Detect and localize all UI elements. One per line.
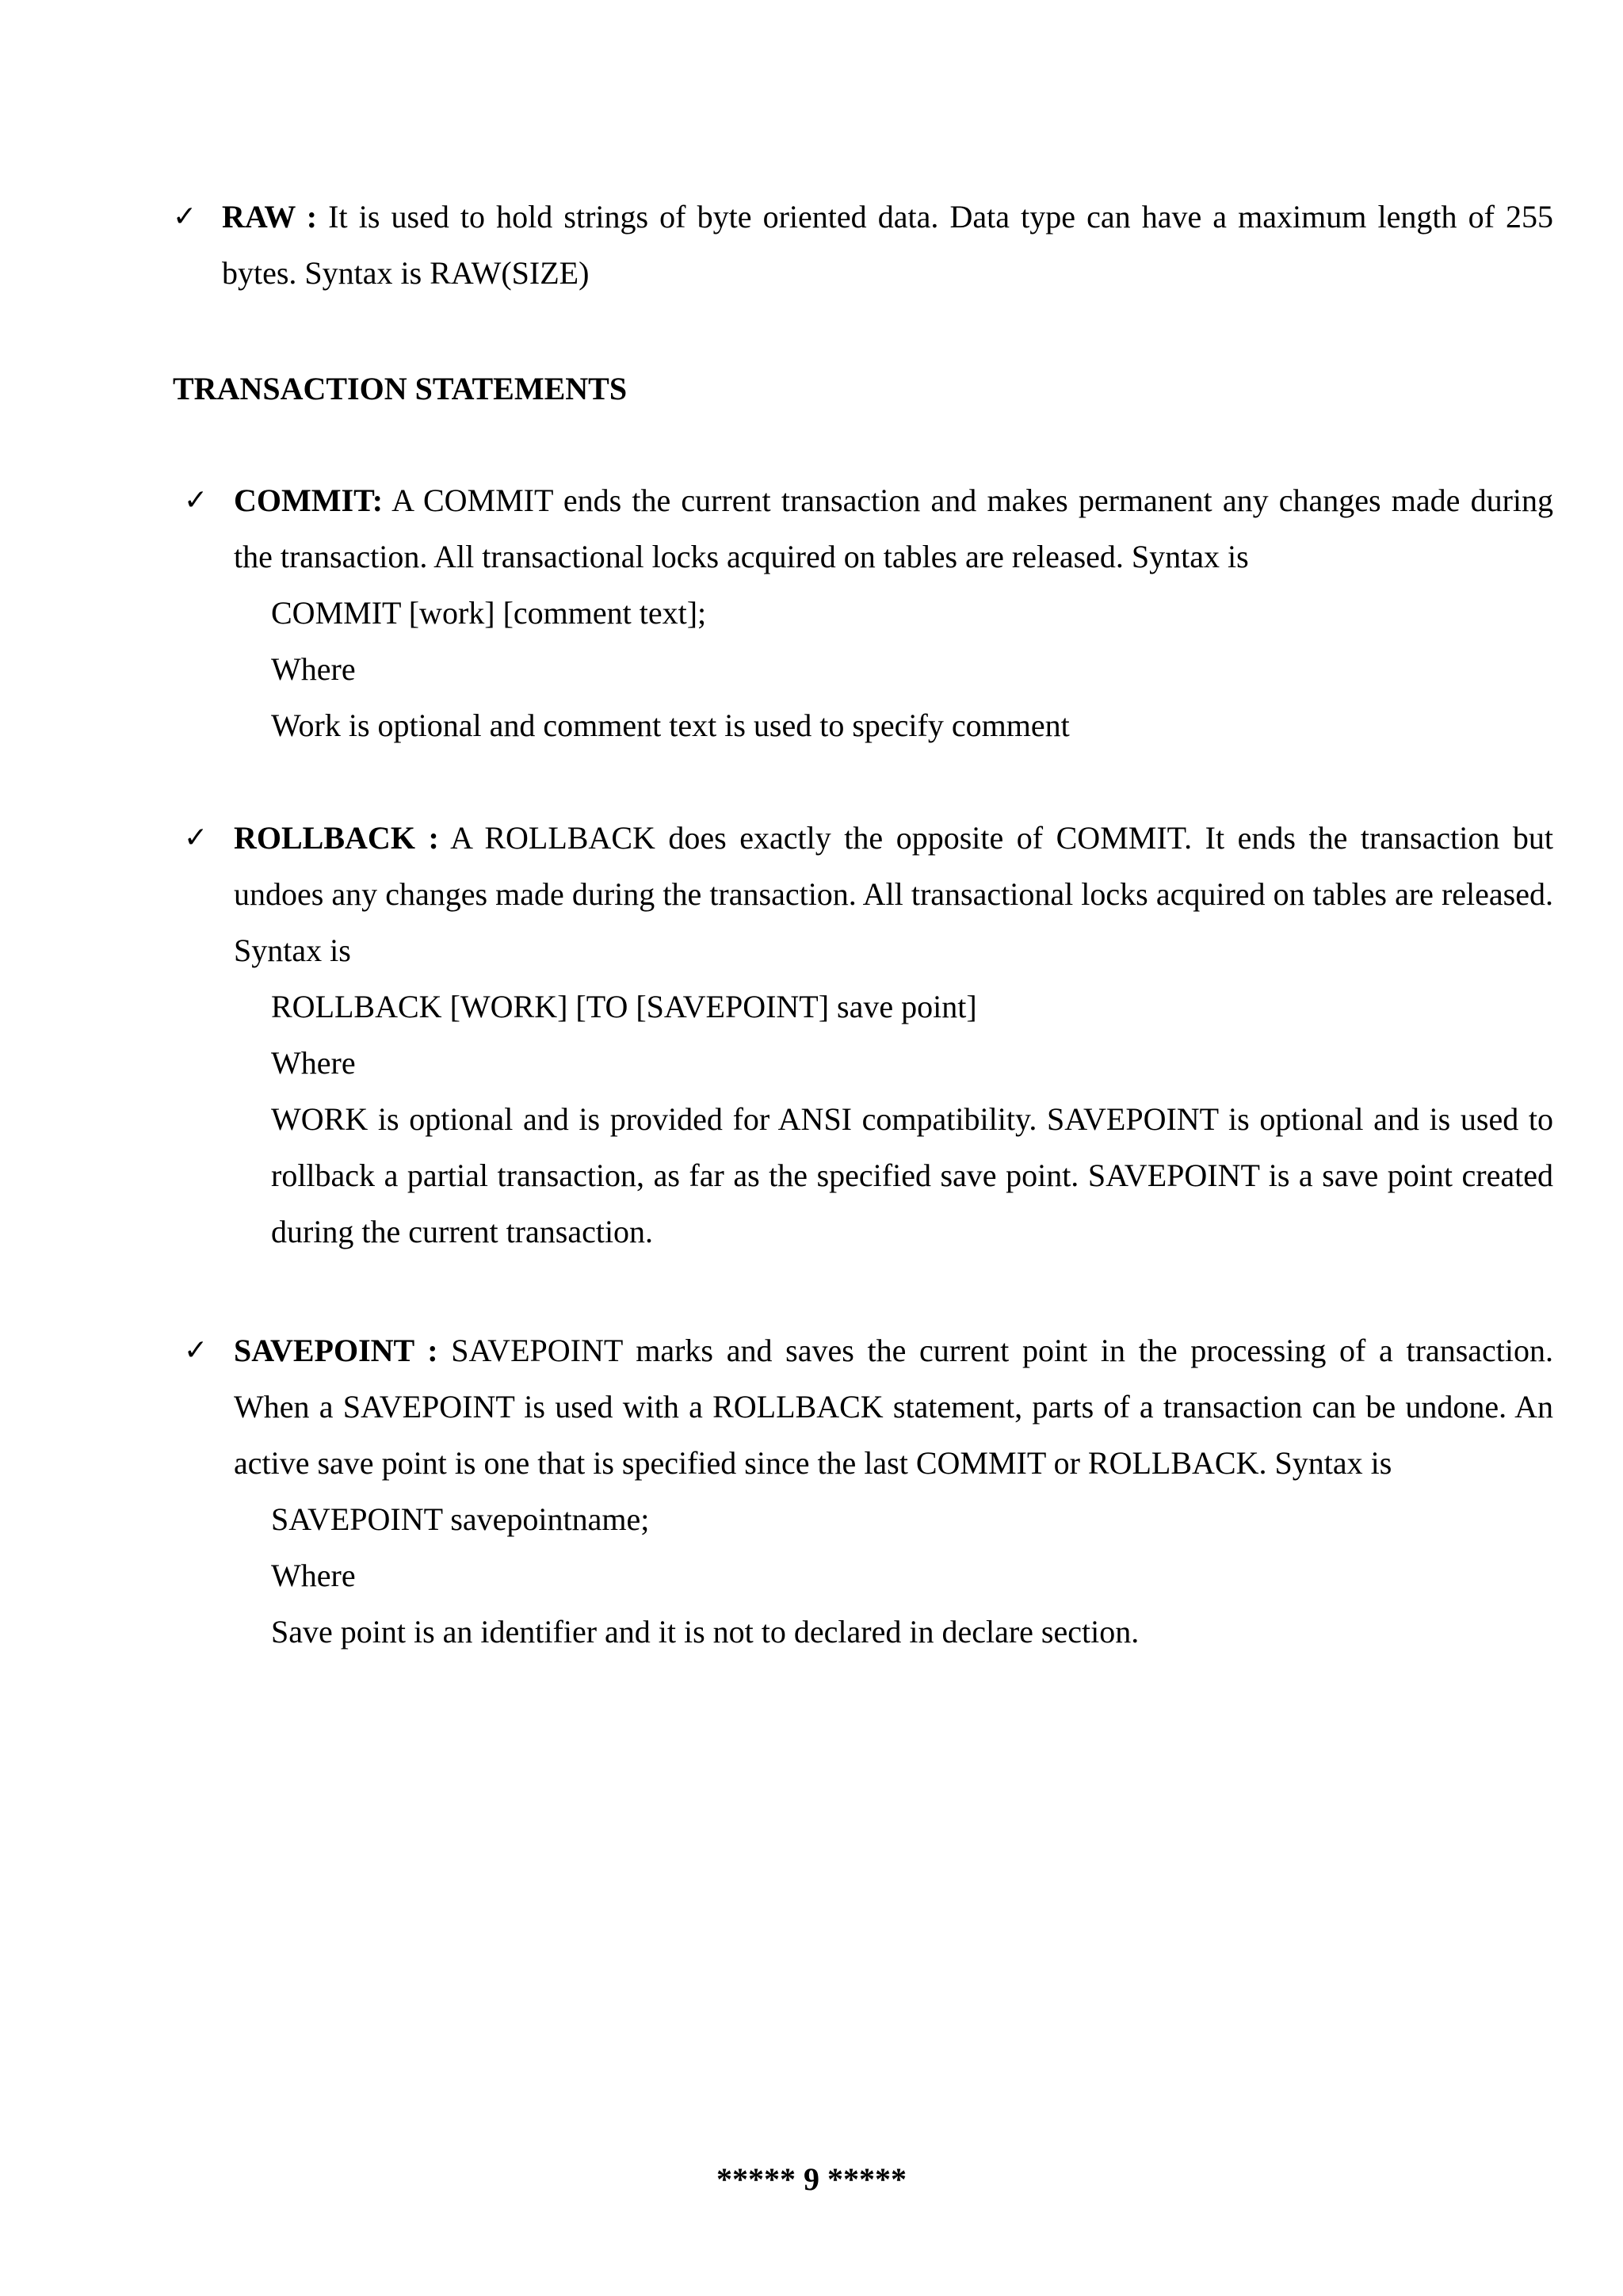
page-number: ***** 9 *****	[716, 2161, 907, 2197]
raw-description: It is used to hold strings of byte oriented data. Data type can have a maximum length of 255 bytes. Syntax is RAW(SIZE)	[222, 199, 1554, 291]
checkmark-icon: ✓	[173, 200, 197, 232]
checkmark-icon: ✓	[184, 822, 208, 853]
commit-explanation: Work is optional and comment text is used to specify comment	[271, 707, 1070, 743]
commit-item	[234, 472, 1553, 585]
raw-item	[222, 189, 1553, 301]
checkmark-icon: ✓	[184, 484, 208, 516]
commit-term: COMMIT:	[234, 482, 384, 518]
rollback-where: Where	[271, 1045, 356, 1081]
rollback-explanation: WORK is optional and is provided for ANSI compatibility. SAVEPOINT is optional and is used to rollback a partial transaction, as far as the specified save point. SAVEPOINT is a save point created during the current transaction.	[271, 1101, 1553, 1249]
savepoint-item	[234, 1322, 1553, 1491]
rollback-term: ROLLBACK :	[234, 820, 439, 856]
commit-description: A COMMIT ends the current transaction and makes permanent any changes made during the transaction. All transactional locks acquired on tables are released. Syntax is	[234, 482, 1553, 574]
rollback-item	[234, 810, 1553, 978]
commit-where: Where	[271, 651, 356, 687]
savepoint-term: SAVEPOINT :	[234, 1333, 438, 1368]
raw-term: RAW :	[222, 199, 318, 235]
savepoint-where: Where	[271, 1558, 356, 1593]
savepoint-explanation: Save point is an identifier and it is not to declared in declare section.	[271, 1614, 1140, 1650]
commit-syntax: COMMIT [work] [comment text];	[271, 595, 707, 631]
checkmark-icon: ✓	[184, 1334, 208, 1366]
savepoint-description: SAVEPOINT marks and saves the current point in the processing of a transaction. When a SAVEPOINT is used with a ROLLBACK statement, parts of a transaction can be undone. An active save point is one that is specified since the last COMMIT or ROLLBACK. Syntax is	[234, 1333, 1553, 1481]
savepoint-syntax: SAVEPOINT savepointname;	[271, 1501, 650, 1537]
section-heading: TRANSACTION STATEMENTS	[173, 371, 628, 406]
rollback-description: A ROLLBACK does exactly the opposite of COMMIT. It ends the transaction but undoes any changes made during the transaction. All transactional locks acquired on tables are released. Syntax is	[234, 820, 1553, 968]
rollback-syntax: ROLLBACK [WORK] [TO [SAVEPOINT] save point]	[271, 989, 977, 1024]
